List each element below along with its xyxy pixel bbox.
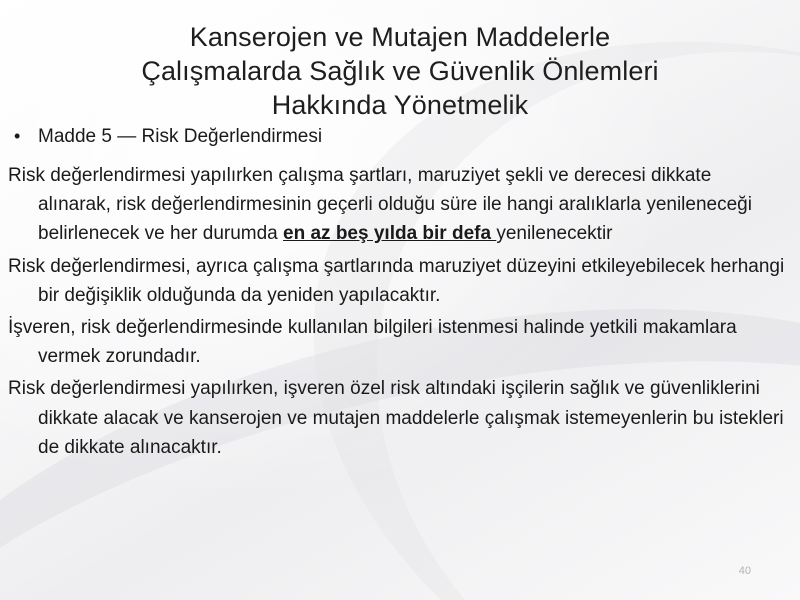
title-line-2: Çalışmalarda Sağlık ve Güvenlik Önlemleri: [141, 56, 659, 86]
paragraph-1-emphasis: en az beş yılda bir defa: [283, 223, 497, 245]
bullet-icon: •: [14, 126, 21, 146]
paragraph-2: Risk değerlendirmesi, ayrıca çalışma şartlarında maruziyet düzeyini etkileyebilecek herhangi bir değişiklik olduğunda da yeniden yapılacaktır.: [8, 255, 785, 306]
paragraph-1-text-end: yenilenecektir: [496, 223, 613, 245]
paragraph-1: [8, 161, 788, 249]
bullet-item: [14, 123, 322, 150]
paragraph-3: İşveren, risk değerlendirmesinde kullanılan bilgileri istenmesi halinde yetkili makamlara vermek zorundadır.: [8, 317, 737, 368]
title-line-3: Hakkında Yönetmelik: [271, 90, 529, 120]
page-number: 40: [738, 565, 751, 577]
paragraph-4: Risk değerlendirmesi yapılırken, işveren özel risk altındaki işçilerin sağlık ve güvenliklerini dikkate alacak ve kanserojen ve mutajen maddelerle çalışmak istemeyenlerin bu istekleri de dikkate alınacaktır.: [8, 378, 784, 458]
paragraph-1-text: Risk değerlendirmesi yapılırken çalışma şartları, maruziyet şekli ve derecesi dikkate alınarak, risk değerlendirmesinin geçerli olduğu süre ile hangi aralıklarla yenileneceği belirlenecek ve her durumda: [8, 165, 752, 245]
title-line-1: Kanserojen ve Mutajen Maddelerle: [189, 22, 611, 52]
article-heading: Madde 5 — Risk Değerlendirmesi: [38, 126, 323, 147]
slide-title: [40, 20, 760, 122]
slide-body: [8, 161, 788, 465]
